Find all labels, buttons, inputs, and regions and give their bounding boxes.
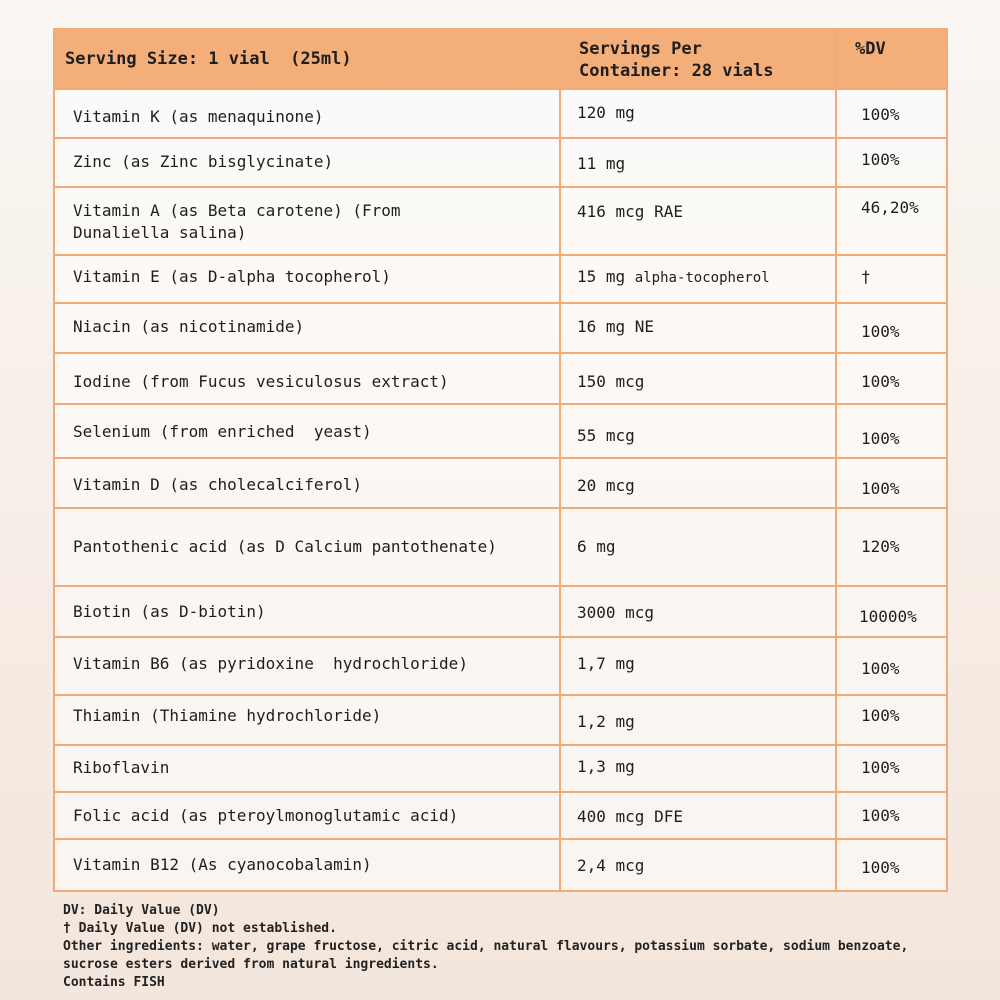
nutrient-name: Vitamin K (as menaquinone) <box>54 89 560 138</box>
nutrient-amount <box>560 89 836 138</box>
amount-value: 400 mcg DFE <box>577 807 683 826</box>
table-body <box>54 89 947 891</box>
nutrient-dv: 100% <box>836 404 947 458</box>
nutrient-amount <box>560 353 836 404</box>
nutrient-name: Vitamin E (as D-alpha tocopherol) <box>54 255 560 303</box>
table-row <box>54 839 947 891</box>
nutrient-amount <box>560 187 836 255</box>
nutrient-dv: 46,20% <box>836 187 947 255</box>
amount-value: 15 mg <box>577 267 635 286</box>
nutrient-dv: 100% <box>836 353 947 404</box>
footnotes <box>63 902 963 992</box>
nutrient-name: Pantothenic acid (as D Calcium pantothenate) <box>54 508 560 586</box>
nutrient-name: Niacin (as nicotinamide) <box>54 303 560 353</box>
nutrient-amount <box>560 404 836 458</box>
nutrient-amount <box>560 458 836 508</box>
amount-unit-note: alpha-tocopherol <box>634 270 770 286</box>
nutrient-amount <box>560 586 836 637</box>
nutrient-dv: 100% <box>836 792 947 839</box>
nutrient-amount <box>560 508 836 586</box>
table-row <box>54 695 947 745</box>
nutrient-name: Vitamin B12 (As cyanocobalamin) <box>54 839 560 891</box>
table-row <box>54 508 947 586</box>
servings-per-container-header: Servings Per Container: 28 vials <box>560 29 836 89</box>
table-row <box>54 586 947 637</box>
nutrient-dv: † <box>836 255 947 303</box>
amount-value: 150 mcg <box>577 372 645 391</box>
nutrient-name: Biotin (as D-biotin) <box>54 586 560 637</box>
nutrient-amount <box>560 839 836 891</box>
table-row <box>54 187 947 255</box>
nutrient-dv: 100% <box>836 839 947 891</box>
nutrient-dv: 100% <box>836 138 947 187</box>
table-row <box>54 89 947 138</box>
nutrient-amount <box>560 695 836 745</box>
amount-value: 16 mg NE <box>577 317 655 336</box>
nutrient-name: Folic acid (as pteroylmonoglutamic acid) <box>54 792 560 839</box>
nutrient-dv: 100% <box>836 695 947 745</box>
table-row <box>54 303 947 353</box>
nutrient-dv: 120% <box>836 508 947 586</box>
nutrient-amount <box>560 792 836 839</box>
table-row <box>54 353 947 404</box>
nutrient-dv: 100% <box>836 745 947 792</box>
nutrient-dv: 100% <box>836 637 947 695</box>
nutrient-amount <box>560 138 836 187</box>
other-ingredients: Other ingredients: water, grape fructose, citric acid, natural flavours, potassium sorbate, sodium benzoate, sucrose esters derived from natural ingredients. <box>63 939 909 972</box>
daily-value-header: %DV <box>836 29 947 89</box>
nutrient-amount <box>560 255 836 303</box>
nutrient-name: Vitamin B6 (as pyridoxine hydrochloride) <box>54 637 560 695</box>
amount-value: 3000 mcg <box>577 603 655 622</box>
allergen-statement: Contains FISH <box>63 975 165 990</box>
table-row <box>54 745 947 792</box>
nutrient-name: Selenium (from enriched yeast) <box>54 404 560 458</box>
amount-value: 1,2 mg <box>577 712 635 731</box>
table-row <box>54 404 947 458</box>
serving-size-header: Serving Size: 1 vial (25ml) <box>54 29 560 89</box>
amount-value: 55 mcg <box>577 426 635 445</box>
table-row <box>54 458 947 508</box>
nutrient-name: Thiamin (Thiamine hydrochloride) <box>54 695 560 745</box>
amount-value: 1,3 mg <box>577 757 635 776</box>
table-row <box>54 637 947 695</box>
nutrient-name: Vitamin D (as cholecalciferol) <box>54 458 560 508</box>
nutrient-name: Zinc (as Zinc bisglycinate) <box>54 138 560 187</box>
nutrient-name: Vitamin A (as Beta carotene) (From Dunaliella salina) <box>54 187 560 255</box>
nutrient-amount <box>560 637 836 695</box>
table-header <box>54 29 947 89</box>
amount-value: 20 mcg <box>577 476 635 495</box>
amount-value: 2,4 mcg <box>577 856 645 875</box>
nutrient-amount <box>560 745 836 792</box>
nutrient-amount <box>560 303 836 353</box>
amount-value: 11 mg <box>577 154 626 173</box>
amount-value: 120 mg <box>577 103 635 122</box>
nutrient-name: Iodine (from Fucus vesiculosus extract) <box>54 353 560 404</box>
amount-value: 1,7 mg <box>577 654 635 673</box>
nutrient-name: Riboflavin <box>54 745 560 792</box>
supplement-facts-table <box>53 28 948 892</box>
nutrient-dv: 100% <box>836 89 947 138</box>
dagger-note: † Daily Value (DV) not established. <box>63 921 337 936</box>
table-row <box>54 792 947 839</box>
table-row <box>54 255 947 303</box>
table-row <box>54 138 947 187</box>
dv-definition: DV: Daily Value (DV) <box>63 903 220 918</box>
nutrient-dv: 100% <box>836 458 947 508</box>
amount-value: 6 mg <box>577 536 616 556</box>
nutrient-dv: 10000% <box>836 586 947 637</box>
amount-value: 416 mcg RAE <box>577 202 683 221</box>
nutrient-dv: 100% <box>836 303 947 353</box>
